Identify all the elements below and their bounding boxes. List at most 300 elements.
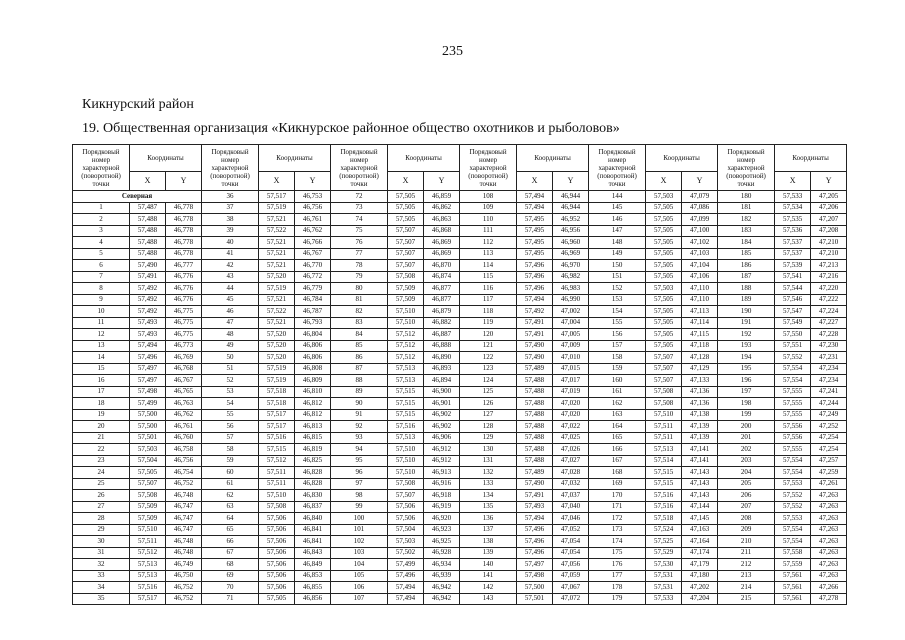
point-number: 28 xyxy=(73,513,130,525)
point-number: 195 xyxy=(718,363,775,375)
table-row xyxy=(73,409,847,421)
y-value: 46,762 xyxy=(166,409,202,421)
point-number: 32 xyxy=(73,559,130,571)
y-value: 46,749 xyxy=(166,559,202,571)
point-number: 154 xyxy=(589,306,646,318)
x-value: 57,506 xyxy=(259,547,295,559)
x-value: 57,496 xyxy=(517,271,553,283)
y-value: 46,894 xyxy=(424,375,460,387)
table-row xyxy=(73,237,847,249)
point-number: 130 xyxy=(460,444,517,456)
x-value: 57,533 xyxy=(775,191,811,203)
x-value: 57,506 xyxy=(259,536,295,548)
x-value: 57,512 xyxy=(259,455,295,467)
y-value: 46,956 xyxy=(553,225,589,237)
y-value: 47,010 xyxy=(553,352,589,364)
point-number: 93 xyxy=(331,432,388,444)
x-value: 57,504 xyxy=(388,524,424,536)
x-value: 57,501 xyxy=(517,593,553,605)
x-value: 57,494 xyxy=(517,294,553,306)
y-value: 47,002 xyxy=(553,306,589,318)
point-number: 134 xyxy=(460,490,517,502)
x-value: 57,513 xyxy=(388,363,424,375)
y-value: 47,213 xyxy=(811,260,847,272)
x-value: 57,512 xyxy=(388,340,424,352)
x-value: 57,505 xyxy=(646,317,682,329)
x-value: 57,490 xyxy=(517,340,553,352)
point-number: 60 xyxy=(202,467,259,479)
x-value: 57,521 xyxy=(259,260,295,272)
y-value: 47,106 xyxy=(682,271,718,283)
point-number: 165 xyxy=(589,432,646,444)
y-value: 46,942 xyxy=(424,582,460,594)
point-number: 168 xyxy=(589,467,646,479)
point-number: 205 xyxy=(718,478,775,490)
y-value: 47,079 xyxy=(682,191,718,203)
point-number: 10 xyxy=(73,306,130,318)
point-number: 107 xyxy=(331,593,388,605)
table-row xyxy=(73,536,847,548)
x-value: 57,505 xyxy=(388,214,424,226)
point-number: 99 xyxy=(331,501,388,513)
point-number: 77 xyxy=(331,248,388,260)
point-number: 79 xyxy=(331,271,388,283)
y-value: 46,859 xyxy=(424,191,460,203)
table-row xyxy=(73,478,847,490)
point-number: 136 xyxy=(460,513,517,525)
y-value: 47,263 xyxy=(811,547,847,559)
point-number: 36 xyxy=(202,191,259,203)
x-value: 57,508 xyxy=(646,386,682,398)
x-value: 57,553 xyxy=(775,513,811,525)
point-number: 163 xyxy=(589,409,646,421)
x-value: 57,496 xyxy=(517,524,553,536)
table-row xyxy=(73,260,847,272)
y-value: 47,227 xyxy=(811,317,847,329)
point-number: 62 xyxy=(202,490,259,502)
point-number: 34 xyxy=(73,582,130,594)
point-number: 194 xyxy=(718,352,775,364)
x-value: 57,492 xyxy=(130,294,166,306)
point-number: 37 xyxy=(202,202,259,214)
point-number: 112 xyxy=(460,237,517,249)
y-value: 46,843 xyxy=(295,547,331,559)
x-value: 57,510 xyxy=(388,455,424,467)
x-value: 57,522 xyxy=(259,306,295,318)
y-value: 47,231 xyxy=(811,352,847,364)
x-value: 57,489 xyxy=(517,467,553,479)
point-number: 67 xyxy=(202,547,259,559)
point-number: 181 xyxy=(718,202,775,214)
point-number: 190 xyxy=(718,306,775,318)
x-value: 57,502 xyxy=(388,547,424,559)
point-number: 135 xyxy=(460,501,517,513)
district-heading: Кикнурский район xyxy=(82,97,194,112)
point-number: 182 xyxy=(718,214,775,226)
point-number: 11 xyxy=(73,317,130,329)
point-number: 132 xyxy=(460,467,517,479)
x-value: 57,488 xyxy=(130,248,166,260)
point-number: 115 xyxy=(460,271,517,283)
point-number-header: Порядковый номер характерной (поворотной) точки xyxy=(718,145,775,191)
point-number: 25 xyxy=(73,478,130,490)
x-value: 57,510 xyxy=(388,317,424,329)
x-value: 57,497 xyxy=(130,363,166,375)
x-value: 57,488 xyxy=(517,386,553,398)
y-value: 46,869 xyxy=(424,248,460,260)
point-number: 86 xyxy=(331,352,388,364)
point-number: 129 xyxy=(460,432,517,444)
point-number: 123 xyxy=(460,363,517,375)
y-value: 47,028 xyxy=(553,467,589,479)
y-value: 46,923 xyxy=(424,524,460,536)
x-value: 57,558 xyxy=(775,547,811,559)
y-header: Y xyxy=(295,172,331,191)
y-value: 46,813 xyxy=(295,421,331,433)
point-number: 138 xyxy=(460,536,517,548)
x-value: 57,488 xyxy=(130,225,166,237)
x-value: 57,505 xyxy=(646,214,682,226)
y-value: 47,164 xyxy=(682,536,718,548)
y-value: 46,906 xyxy=(424,432,460,444)
point-number: 23 xyxy=(73,455,130,467)
x-value: 57,494 xyxy=(517,513,553,525)
point-number: 66 xyxy=(202,536,259,548)
x-value: 57,488 xyxy=(517,409,553,421)
y-value: 46,753 xyxy=(295,191,331,203)
y-value: 47,103 xyxy=(682,248,718,260)
x-value: 57,550 xyxy=(775,329,811,341)
point-number: 29 xyxy=(73,524,130,536)
y-value: 47,133 xyxy=(682,375,718,387)
y-value: 46,758 xyxy=(166,444,202,456)
point-number-header: Порядковый номер характерной (поворотной) точки xyxy=(460,145,517,191)
y-value: 46,809 xyxy=(295,375,331,387)
x-value: 57,510 xyxy=(388,306,424,318)
x-value: 57,505 xyxy=(646,248,682,260)
x-value: 57,513 xyxy=(388,375,424,387)
table-row xyxy=(73,375,847,387)
y-value: 47,019 xyxy=(553,386,589,398)
point-number: 12 xyxy=(73,329,130,341)
y-value: 47,056 xyxy=(553,559,589,571)
y-value: 46,879 xyxy=(424,306,460,318)
point-number: 197 xyxy=(718,386,775,398)
point-number: 50 xyxy=(202,352,259,364)
x-value: 57,492 xyxy=(130,306,166,318)
point-number: 127 xyxy=(460,409,517,421)
x-value: 57,494 xyxy=(388,593,424,605)
x-value: 57,506 xyxy=(259,570,295,582)
x-value: 57,515 xyxy=(388,398,424,410)
y-value: 46,808 xyxy=(295,363,331,375)
y-value: 47,234 xyxy=(811,375,847,387)
y-value: 47,136 xyxy=(682,398,718,410)
x-value: 57,554 xyxy=(775,455,811,467)
y-value: 47,100 xyxy=(682,225,718,237)
y-value: 46,761 xyxy=(166,421,202,433)
y-value: 47,163 xyxy=(682,524,718,536)
point-number: 4 xyxy=(73,237,130,249)
x-value: 57,515 xyxy=(388,409,424,421)
point-number: 126 xyxy=(460,398,517,410)
x-value: 57,505 xyxy=(646,260,682,272)
x-value: 57,493 xyxy=(517,501,553,513)
point-number: 101 xyxy=(331,524,388,536)
y-value: 46,766 xyxy=(295,237,331,249)
y-value: 47,005 xyxy=(553,329,589,341)
y-value: 46,874 xyxy=(424,271,460,283)
coordinates-header: Координаты xyxy=(775,145,847,172)
y-value: 46,787 xyxy=(295,306,331,318)
y-value: 46,748 xyxy=(166,547,202,559)
x-value: 57,509 xyxy=(130,501,166,513)
x-value: 57,494 xyxy=(517,202,553,214)
point-number: 111 xyxy=(460,225,517,237)
point-number: 64 xyxy=(202,513,259,525)
x-value: 57,516 xyxy=(259,432,295,444)
x-value: 57,511 xyxy=(259,467,295,479)
y-value: 46,841 xyxy=(295,536,331,548)
y-value: 46,762 xyxy=(295,225,331,237)
y-value: 47,136 xyxy=(682,386,718,398)
x-value: 57,513 xyxy=(388,432,424,444)
y-value: 47,110 xyxy=(682,283,718,295)
point-number: 215 xyxy=(718,593,775,605)
y-value: 47,259 xyxy=(811,467,847,479)
x-value: 57,498 xyxy=(517,570,553,582)
x-value: 57,561 xyxy=(775,582,811,594)
y-value: 46,828 xyxy=(295,478,331,490)
point-number: 81 xyxy=(331,294,388,306)
x-value: 57,517 xyxy=(259,191,295,203)
y-value: 47,102 xyxy=(682,237,718,249)
point-number: 43 xyxy=(202,271,259,283)
y-value: 46,793 xyxy=(295,317,331,329)
table-row xyxy=(73,317,847,329)
y-value: 46,934 xyxy=(424,559,460,571)
y-value: 46,804 xyxy=(295,329,331,341)
y-value: 47,086 xyxy=(682,202,718,214)
y-value: 47,128 xyxy=(682,352,718,364)
x-value: 57,529 xyxy=(646,547,682,559)
point-number: 156 xyxy=(589,329,646,341)
y-value: 46,877 xyxy=(424,294,460,306)
point-number: 185 xyxy=(718,248,775,260)
x-header: X xyxy=(775,172,811,191)
point-number: 1 xyxy=(73,202,130,214)
y-value: 46,869 xyxy=(424,237,460,249)
x-value: 57,506 xyxy=(388,513,424,525)
point-number: 113 xyxy=(460,248,517,260)
y-value: 47,263 xyxy=(811,501,847,513)
y-value: 46,763 xyxy=(166,398,202,410)
x-value: 57,536 xyxy=(775,225,811,237)
point-number: 75 xyxy=(331,225,388,237)
y-value: 47,020 xyxy=(553,409,589,421)
table-row xyxy=(73,467,847,479)
y-value: 46,920 xyxy=(424,513,460,525)
y-value: 46,748 xyxy=(166,536,202,548)
x-value: 57,554 xyxy=(775,375,811,387)
x-value: 57,555 xyxy=(775,409,811,421)
y-value: 47,143 xyxy=(682,478,718,490)
x-value: 57,521 xyxy=(259,317,295,329)
y-value: 47,263 xyxy=(811,536,847,548)
x-value: 57,506 xyxy=(259,513,295,525)
point-number: 148 xyxy=(589,237,646,249)
x-value: 57,511 xyxy=(259,478,295,490)
x-value: 57,491 xyxy=(517,317,553,329)
coordinates-header: Координаты xyxy=(259,145,331,172)
point-number: 30 xyxy=(73,536,130,548)
coordinates-header: Координаты xyxy=(517,145,589,172)
point-number: 161 xyxy=(589,386,646,398)
point-number: 95 xyxy=(331,455,388,467)
y-value: 46,837 xyxy=(295,501,331,513)
x-value: 57,521 xyxy=(259,237,295,249)
coordinates-header: Координаты xyxy=(130,145,202,172)
x-value: 57,555 xyxy=(775,444,811,456)
x-value: 57,507 xyxy=(646,375,682,387)
y-value: 47,179 xyxy=(682,559,718,571)
x-value: 57,504 xyxy=(130,455,166,467)
point-number: 16 xyxy=(73,375,130,387)
point-number: 103 xyxy=(331,547,388,559)
point-number: 174 xyxy=(589,536,646,548)
point-number: 140 xyxy=(460,559,517,571)
x-value: 57,495 xyxy=(517,225,553,237)
x-value: 57,494 xyxy=(388,582,424,594)
x-value: 57,506 xyxy=(259,582,295,594)
point-number: 145 xyxy=(589,202,646,214)
point-number: 71 xyxy=(202,593,259,605)
x-value: 57,517 xyxy=(259,421,295,433)
point-number: 87 xyxy=(331,363,388,375)
y-value: 47,118 xyxy=(682,340,718,352)
point-number: 17 xyxy=(73,386,130,398)
x-value: 57,499 xyxy=(388,559,424,571)
point-number: 204 xyxy=(718,467,775,479)
x-value: 57,554 xyxy=(775,363,811,375)
x-value: 57,508 xyxy=(646,398,682,410)
x-value: 57,507 xyxy=(388,225,424,237)
y-value: 47,099 xyxy=(682,214,718,226)
x-value: 57,517 xyxy=(130,593,166,605)
y-value: 46,970 xyxy=(553,260,589,272)
x-value: 57,534 xyxy=(775,202,811,214)
x-value: 57,554 xyxy=(775,467,811,479)
x-value: 57,516 xyxy=(130,582,166,594)
table-row xyxy=(73,363,847,375)
point-number: 52 xyxy=(202,375,259,387)
point-number: 76 xyxy=(331,237,388,249)
y-value: 47,266 xyxy=(811,582,847,594)
point-number: 209 xyxy=(718,524,775,536)
point-number: 8 xyxy=(73,283,130,295)
x-value: 57,509 xyxy=(388,294,424,306)
x-value: 57,495 xyxy=(517,237,553,249)
y-value: 47,072 xyxy=(553,593,589,605)
x-value: 57,513 xyxy=(130,559,166,571)
point-number: 160 xyxy=(589,375,646,387)
y-value: 46,952 xyxy=(553,214,589,226)
y-value: 46,777 xyxy=(166,260,202,272)
x-value: 57,511 xyxy=(646,432,682,444)
y-value: 47,009 xyxy=(553,340,589,352)
table-row xyxy=(73,547,847,559)
point-number: 88 xyxy=(331,375,388,387)
x-value: 57,516 xyxy=(646,490,682,502)
y-value: 46,840 xyxy=(295,513,331,525)
x-value: 57,520 xyxy=(259,352,295,364)
point-number: 61 xyxy=(202,478,259,490)
table-row xyxy=(73,455,847,467)
point-number: 198 xyxy=(718,398,775,410)
point-number: 92 xyxy=(331,421,388,433)
table-body xyxy=(73,191,847,605)
x-value: 57,503 xyxy=(130,444,166,456)
point-number: 42 xyxy=(202,260,259,272)
coordinates-table xyxy=(72,144,847,605)
x-header: X xyxy=(259,172,295,191)
x-value: 57,488 xyxy=(517,375,553,387)
x-value: 57,507 xyxy=(388,490,424,502)
point-number: 19 xyxy=(73,409,130,421)
x-value: 57,503 xyxy=(388,536,424,548)
point-number: 169 xyxy=(589,478,646,490)
coordinates-header: Координаты xyxy=(646,145,718,172)
y-value: 47,054 xyxy=(553,536,589,548)
x-value: 57,488 xyxy=(517,455,553,467)
point-number: 162 xyxy=(589,398,646,410)
point-number: 35 xyxy=(73,593,130,605)
x-value: 57,505 xyxy=(388,191,424,203)
point-number: 27 xyxy=(73,501,130,513)
point-number: 147 xyxy=(589,225,646,237)
x-value: 57,497 xyxy=(130,375,166,387)
x-value: 57,490 xyxy=(130,260,166,272)
point-number: 178 xyxy=(589,582,646,594)
x-value: 57,510 xyxy=(259,490,295,502)
x-value: 57,546 xyxy=(775,294,811,306)
point-number: 175 xyxy=(589,547,646,559)
y-value: 47,278 xyxy=(811,593,847,605)
point-number: 91 xyxy=(331,409,388,421)
table-row xyxy=(73,421,847,433)
y-value: 47,210 xyxy=(811,248,847,260)
point-number: 5 xyxy=(73,248,130,260)
y-value: 47,174 xyxy=(682,547,718,559)
x-value: 57,559 xyxy=(775,559,811,571)
y-value: 46,775 xyxy=(166,306,202,318)
y-value: 46,754 xyxy=(166,467,202,479)
y-value: 47,244 xyxy=(811,398,847,410)
y-value: 47,252 xyxy=(811,421,847,433)
point-number: 170 xyxy=(589,490,646,502)
y-value: 46,778 xyxy=(166,248,202,260)
x-value: 57,516 xyxy=(388,421,424,433)
x-value: 57,511 xyxy=(646,421,682,433)
x-value: 57,489 xyxy=(517,363,553,375)
x-value: 57,505 xyxy=(646,202,682,214)
point-number: 110 xyxy=(460,214,517,226)
point-number: 177 xyxy=(589,570,646,582)
table-row xyxy=(73,398,847,410)
x-value: 57,492 xyxy=(130,283,166,295)
point-number: 51 xyxy=(202,363,259,375)
x-value: 57,505 xyxy=(130,467,166,479)
